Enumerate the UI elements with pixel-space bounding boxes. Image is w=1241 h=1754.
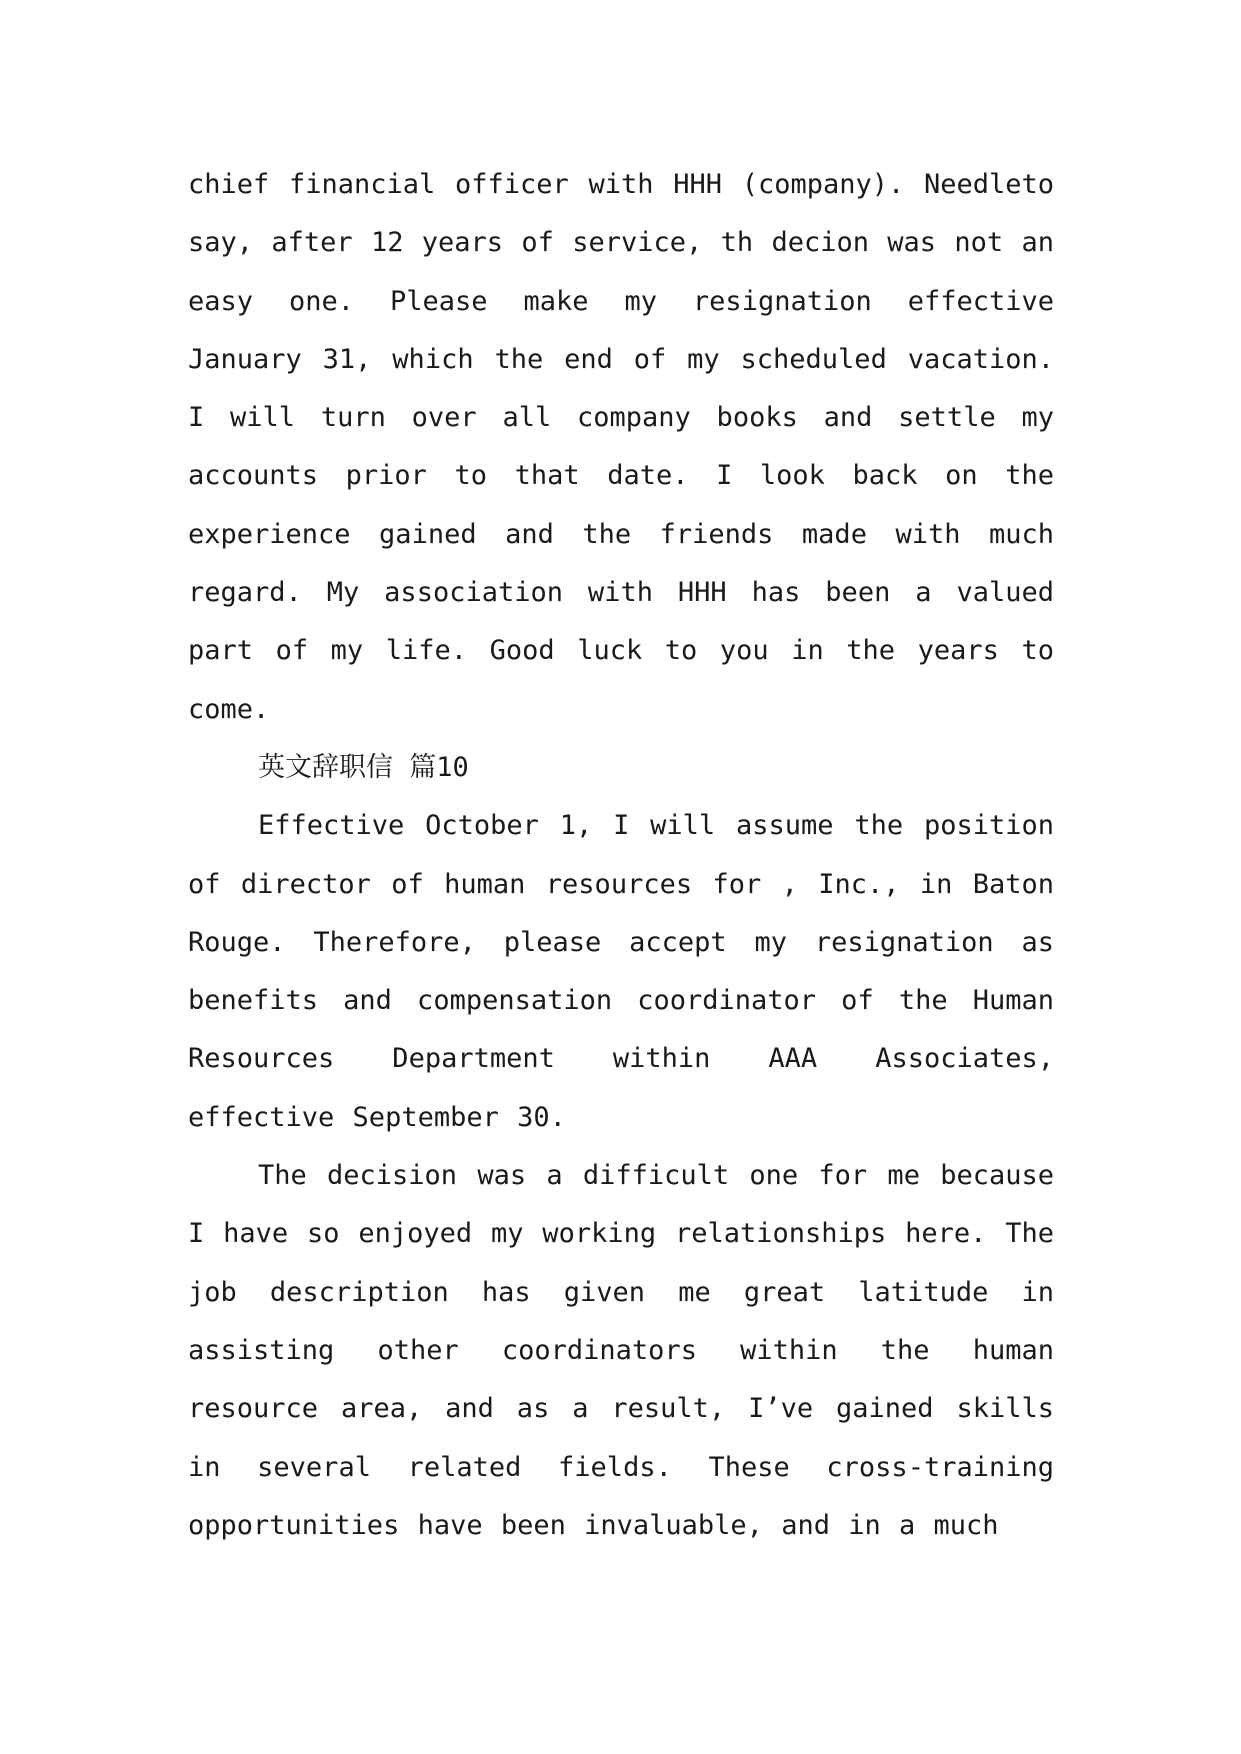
paragraph-difficult-decision: The decision was a difficult one for me because I have so enjoyed my working relationships here. The job description has given me great latitude in assisting other coordinators within the human resource area, and as a result, I’ve gained skills in several related fields. These cross-training opportunities have been invaluable, and in a much — [188, 1160, 1054, 1541]
section-heading: 英文辞职信 篇10 — [258, 751, 469, 783]
paragraph-resignation-hhh: chief financial officer with HHH (company). Needleto say, after 12 years of service, th decion was not an easy one. Please make my resignation effective January 31, which the end of my scheduled vacation. I will turn over all company books and settle my accounts prior to that date. I look back on the experience gained and the friends made with much regard. My association with HHH has been a valued part of my life. Good luck to you in the years to come. — [188, 169, 1054, 725]
paragraph-effective-october: Effective October 1, I will assume the position of director of human resources for , Inc., in Baton Rouge. Therefore, please accept my resignation as benefits and compensation coordinator of the Human Resources Department within AAA Associates, effective September 30. — [188, 810, 1054, 1133]
document-body — [188, 156, 1054, 1555]
